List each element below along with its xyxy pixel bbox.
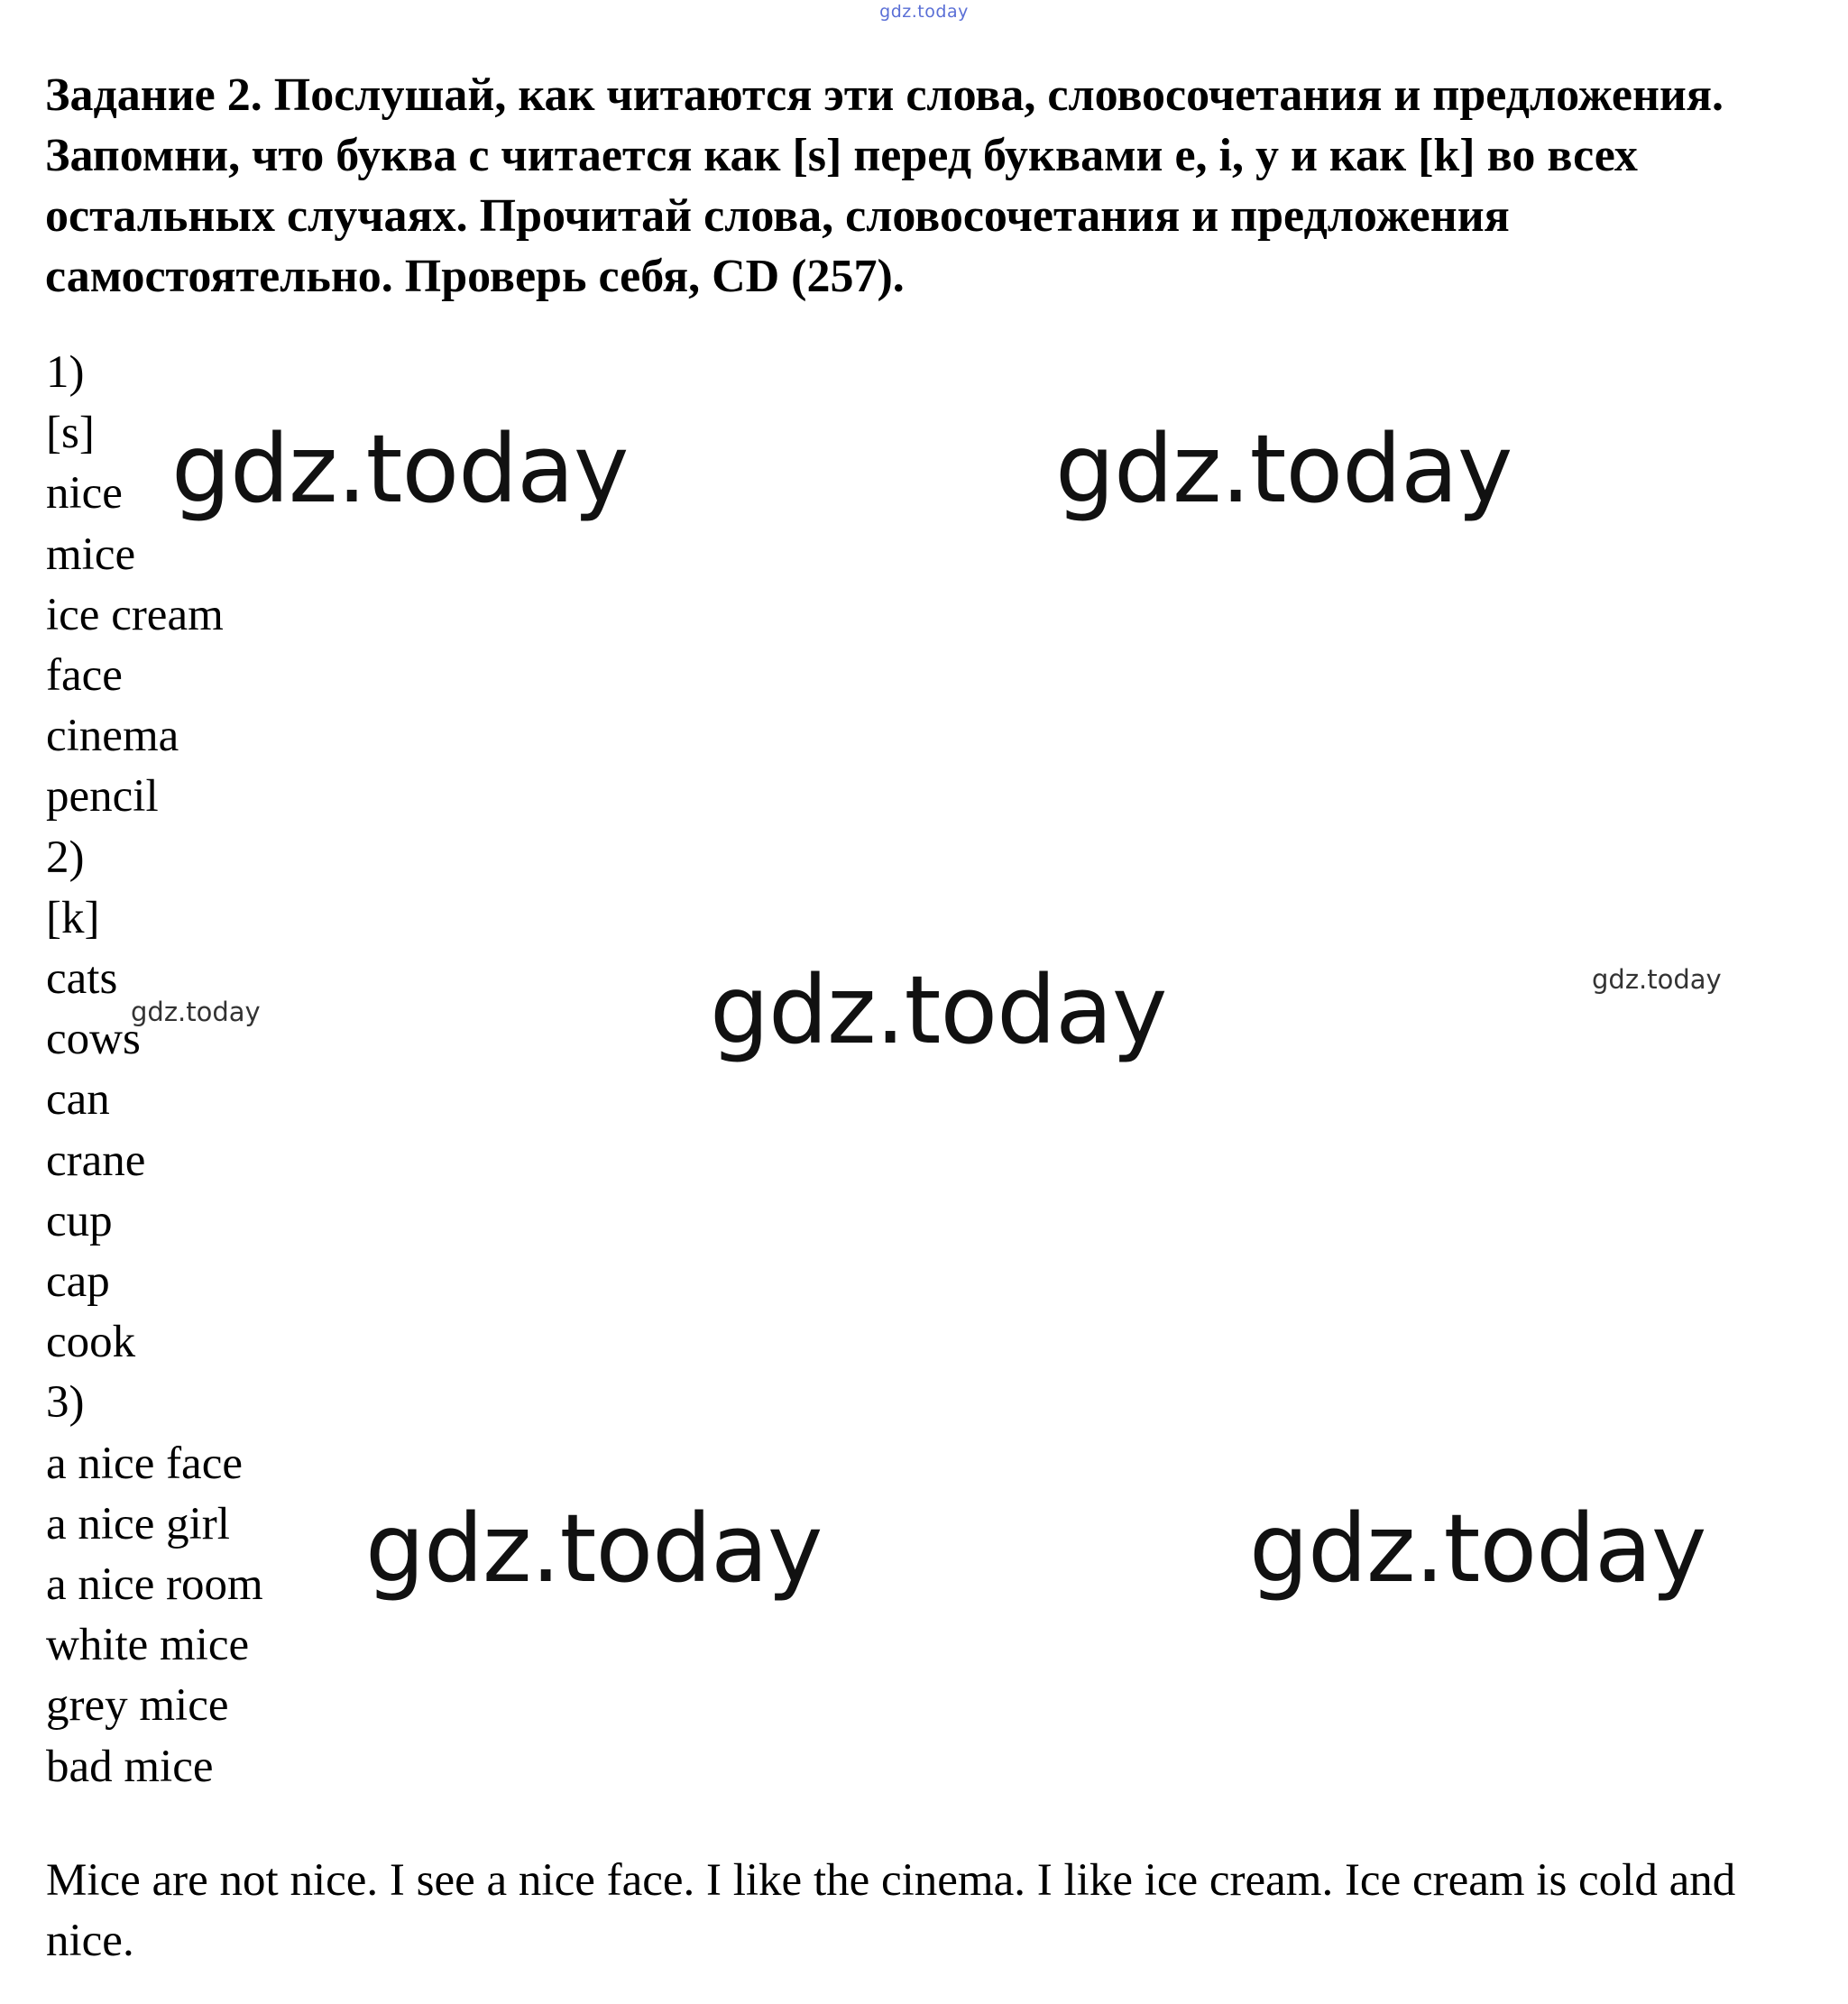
list-item: white mice	[46, 1620, 250, 1671]
group-number: 2)	[46, 832, 85, 883]
watermark-small: gdz.today	[131, 997, 261, 1027]
list-item: pencil	[46, 771, 159, 823]
list-item: bad mice	[46, 1741, 214, 1792]
task-heading: Задание 2. Послушай, как читаются эти слова, словосочетания и предложения. Запомни, что буква c читается как [s] перед буквами e, i, y и как [k] во всех остальных случаях. Прочитай слова, словосочетания и предложения самостоятельно. Проверь себя, CD (257).	[45, 69, 1724, 302]
list-item: a nice face	[46, 1438, 243, 1489]
watermark: gdz.today	[1249, 1494, 1706, 1604]
list-item: cinema	[46, 711, 179, 762]
group-number: 3)	[46, 1377, 85, 1429]
watermark: gdz.today	[710, 955, 1167, 1065]
list-item: face	[46, 650, 123, 702]
list-item: ice cream	[46, 589, 224, 640]
list-item: cup	[46, 1195, 113, 1246]
word-list	[46, 343, 263, 1797]
group-number: 1)	[46, 347, 85, 398]
site-watermark-top: gdz.today	[879, 2, 969, 22]
list-item: grey mice	[46, 1680, 229, 1732]
list-item: crane	[46, 1135, 146, 1186]
watermark-small: gdz.today	[1592, 964, 1722, 995]
list-item: cap	[46, 1256, 110, 1308]
watermark: gdz.today	[171, 414, 629, 524]
list-item: cook	[46, 1317, 136, 1368]
watermark: gdz.today	[365, 1494, 823, 1604]
list-item: a nice room	[46, 1559, 263, 1611]
watermark: gdz.today	[1055, 414, 1512, 524]
group-sound: [s]	[46, 408, 95, 459]
list-item: nice	[46, 468, 123, 519]
group-sound: [k]	[46, 892, 100, 943]
list-item: can	[46, 1074, 110, 1126]
list-item: a nice girl	[46, 1498, 230, 1549]
list-item: cats	[46, 953, 118, 1005]
list-item: mice	[46, 529, 136, 580]
example-sentences: Mice are not nice. I see a nice face. I like the cinema. I like ice cream. Ice cream is cold and nice.	[46, 1855, 1736, 1966]
list-item: cows	[46, 1014, 141, 1065]
